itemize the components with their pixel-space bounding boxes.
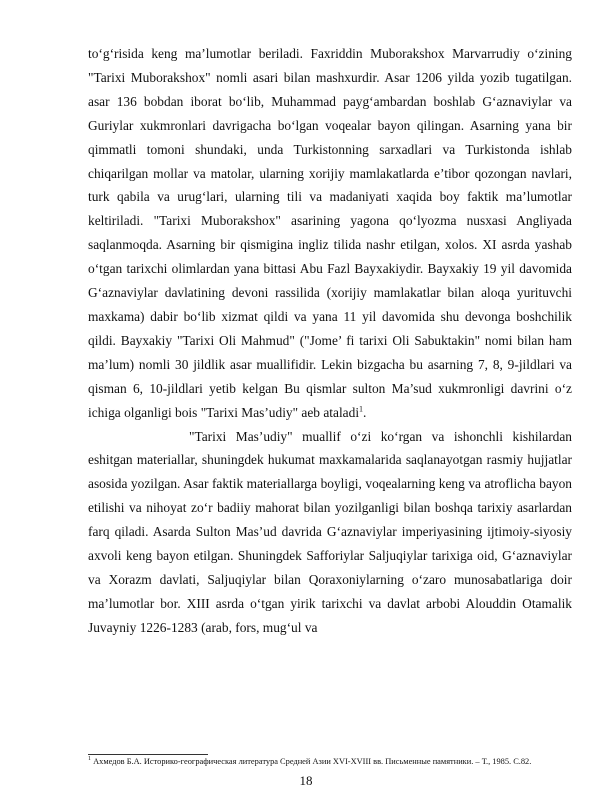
footnote-divider — [88, 754, 208, 755]
paragraph-1-text: to‘g‘risida keng ma’lumotlar beriladi. Faxriddin Muborakshox Marvarrudiy o‘zining "Tarixi Muborakshox" nomli asari bilan mashxurdir. Asar 1206 yilda yozib tugatilgan. asar 136 bobdan iborat bo‘lib, Muhammad payg‘ambardan boshlab G‘aznaviylar va Guriylar xukmronlari davrigacha bo‘lgan voqealar bayon qilingan. Asarning yana bir qimmatli tomoni shundaki, unda Turkistonning sarxadlari va Turkistonda ishlab chiqarilgan mollar va matolar, ularning xorijiy mamlakatlarda e’tibor qozongan navlari, turk qabila va urug‘lari, ularning tili va madaniyati xaqida boy faktik ma’lumotlar keltiriladi. "Tarixi Muborakshox" asarining yagona qo‘lyozma nusxasi Angliyada saqlanmoqda. Asarning bir qismigina ingliz tilida nashr etilgan, xolos. XI asrda yashab o‘tgan tarixchi olimlardan yana bittasi Abu Fazl Bayxakiydir. Bayxakiy 19 yil davomida G‘aznaviylar davlatining devoni rassilida (xorijiy mamlakatlar bilan aloqa yurituvchi maxkama) dabir bo‘lib xizmat qildi va yana 11 yil davomida shu devonga boshchilik qildi. Bayxakiy "Tarixi Oli Mahmud" ("Jome’ fi tarixi Oli Sabuktakin" nomi bilan ham ma’lum) nomli 30 jildlik asar muallifidir. Lekin bizgacha bu asarning 7, 8, 9-jildlari va qisman 6, 10-jildlari yetib kelgan Bu qismlar sulton Ma’sud xukmronligi davrini o‘z ichiga olganligi bois "Tarixi Mas’udiy" aeb ataladi — [88, 46, 572, 420]
main-text — [88, 42, 572, 640]
footnote-number: 1 — [88, 756, 91, 763]
page-number: 18 — [299, 773, 313, 788]
paragraph-1-end: . — [363, 404, 367, 420]
paragraph-2: "Tarixi Mas’udiy" muallif o‘zi ko‘rgan va ishonchli kishilardan eshitgan materiallar, shuningdek hukumat maxkamalarida saqlanayotgan rasmiy hujjatlar asosida yozilgan. Asar faktik materiallarga boyligi, voqealarning keng va atroflicha bayon etilishi va nihoyat zo‘r badiiy mahorat bilan yozilganligi bilan boshqa tarixiy asarlardan farq qiladi. Asarda Sulton Mas’ud davrida G‘aznaviylar imperiyasining ijtimoiy-siyosiy axvoli keng bayon etilgan. Shuningdek Safforiylar Saljuqiylar tarixiga oid, G‘aznaviylar va Xorazm davlati, Saljuqiylar bilan Qoraxoniylarning o‘zaro munosabatlariga doir ma’lumotlar bor. XIII asrda o‘tgan yirik tarixchi va davlat arbobi Alouddin Otamalik Juvayniy 1226-1283 (arab, fors, mug‘ul va — [88, 428, 572, 635]
footnote-text: Ахмедов Б.А. Историко-географическая литература Средней Азии XVI-XVIII вв. Письменные памятники. – Т., 1985. С.82. — [91, 757, 532, 766]
footnote-reference[interactable]: 1 — [359, 404, 364, 414]
paragraph-1 — [88, 42, 572, 425]
footnote — [88, 757, 572, 767]
